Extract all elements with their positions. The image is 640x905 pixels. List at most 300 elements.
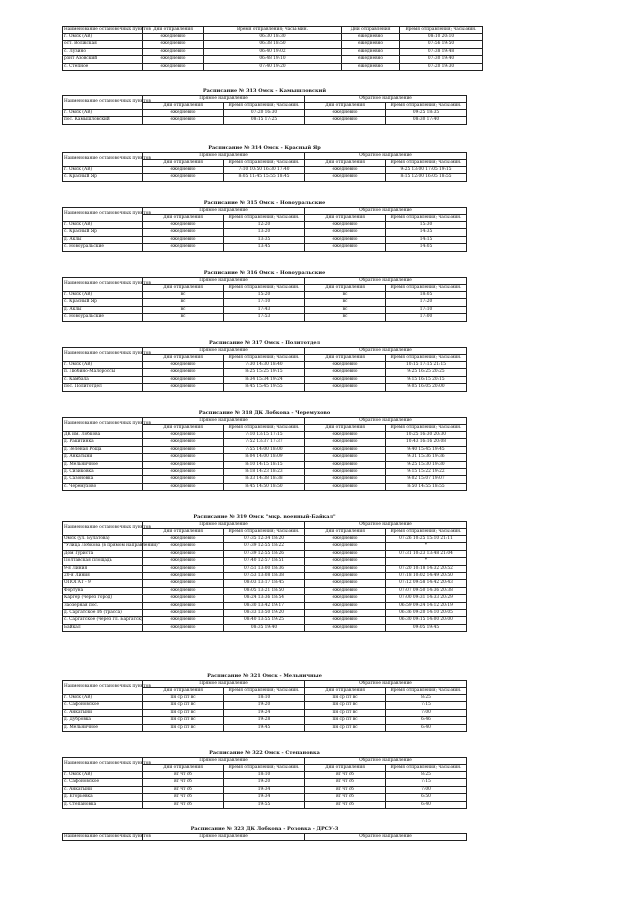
times-back: 6:46 (386, 717, 467, 724)
days-back: вс (305, 292, 386, 299)
times-back: 7:15 (386, 702, 467, 709)
days-back: ежедневно (305, 229, 386, 236)
schedule-block (62, 200, 467, 252)
stop-name: с. Красный Яр (63, 299, 143, 306)
times-forward: 8:05 11:45 15:55 18:45 (224, 174, 305, 181)
days-forward: ежедневно (143, 602, 224, 609)
days-back: ежедневно (342, 48, 400, 55)
forward-header: Прямое направление (143, 758, 305, 765)
times-back: 06:36 09:20 14:10 20:05 (386, 609, 467, 616)
back-header: Обратное направление (305, 153, 467, 160)
table-row (63, 376, 467, 383)
schedule-title: Расписание № 317 Омск - Политотдел (208, 340, 321, 346)
times-back: 07:31 10:23 13:48 21:04 (386, 550, 467, 557)
days-header: Дни отправления (305, 215, 386, 222)
schedule-table (62, 152, 467, 182)
table-row (63, 536, 467, 543)
times-back: 07:00 09:31 14:33 20:29 (386, 595, 467, 602)
days-forward: ежедневно (143, 595, 224, 602)
table-row (63, 476, 467, 483)
back-header: Обратное направление (305, 681, 467, 688)
days-forward: ежедневно (143, 580, 224, 587)
days-header: Дни отправления (305, 355, 386, 362)
days-forward: вт чт сб (143, 786, 224, 793)
table-row (63, 724, 467, 731)
times-back: 14:35 (386, 229, 467, 236)
days-header: Дни отправления (305, 688, 386, 695)
back-header: Обратное направление (305, 278, 467, 285)
stop-name: ДК им. Лобкова (63, 432, 143, 439)
times-back: 17:10 (386, 306, 467, 313)
table-row (63, 572, 467, 579)
days-forward: вс (143, 292, 224, 299)
schedule-title: Расписание № 319 Омск "мкр. военный-Байкал" (193, 514, 336, 520)
days-back: вс (305, 299, 386, 306)
times-back: 8:50 14:55 18:55 (386, 483, 467, 490)
times-forward: 12:20 (224, 222, 305, 229)
times-back: 17:00 (386, 314, 467, 321)
stop-name: г. Омск (АВ) (63, 34, 143, 41)
days-header: Дни отправления (305, 529, 386, 536)
days-forward: вт чт сб (143, 801, 224, 808)
days-back: ежедневно (305, 236, 386, 243)
schedule-title: Расписание № 314 Омск - Красный Яр (208, 145, 321, 151)
days-forward: пн ср пт вс (143, 717, 224, 724)
stop-name: г. Омск (АВ) (63, 167, 143, 174)
times-forward: 13:35 (224, 236, 305, 243)
days-forward: пн ср пт вс (143, 709, 224, 716)
times-back: 07:26 10:25 15:10 21:11 (386, 536, 467, 543)
days-forward: ежедневно (143, 468, 224, 475)
rows (63, 362, 467, 392)
days-back: ежедневно (342, 34, 400, 41)
schedule-table (62, 417, 467, 491)
table-row (63, 580, 467, 587)
days-back: ежедневно (305, 609, 386, 616)
table-row (63, 779, 467, 786)
times-back: 07:56 19:50 (400, 41, 483, 48)
table-row (63, 174, 467, 181)
days-back: ежедневно (305, 432, 386, 439)
days-back: вт чт сб (305, 779, 386, 786)
days-forward: ежедневно (143, 432, 224, 439)
table-row (63, 369, 467, 376)
table-row (63, 63, 483, 70)
times-header: Время отправления; часы:мин. (224, 285, 305, 292)
times-forward: 8:34 15:34 19:24 (224, 376, 305, 383)
days-forward: ежедневно (143, 617, 224, 624)
days-forward: вс (143, 314, 224, 321)
days-forward: ежедневно (143, 34, 204, 41)
days-back: ежедневно (342, 56, 400, 63)
schedule-block (62, 26, 477, 71)
stop-name: с. Камбала (63, 376, 143, 383)
stop-name: д. Дубровка (63, 717, 143, 724)
table-row (63, 587, 467, 594)
days-back: пн ср пт вс (305, 717, 386, 724)
days-forward: ежедневно (143, 572, 224, 579)
forward-header: Прямое направление (143, 278, 305, 285)
times-forward: 08:05 13:21 18:50 (224, 587, 305, 594)
times-back: 07:30 19:40 (400, 56, 483, 63)
rows (63, 110, 467, 125)
days-back: ежедневно (305, 572, 386, 579)
table-row (63, 602, 467, 609)
schedule-table (62, 95, 467, 125)
times-back: 6:40 (386, 801, 467, 808)
days-header: Дни отправления (143, 160, 224, 167)
times-forward: 07:39 12:55 18:22 (224, 543, 305, 550)
days-forward: ежедневно (143, 369, 224, 376)
table-row (63, 306, 467, 313)
stops-header: Наименование остановочных пунктов (63, 278, 143, 292)
schedule-table (62, 277, 467, 322)
days-back: ежедневно (305, 624, 386, 631)
times-forward: 8:18 14:23 18:23 (224, 468, 305, 475)
times-header: Время отправления; часы:мин. (386, 529, 467, 536)
table-row (63, 41, 483, 48)
schedule-table (62, 757, 467, 809)
stop-name: д. Аклы (63, 236, 143, 243)
times-back: 14:05 (386, 244, 467, 251)
times-forward: 08:33 13:50 19:20 (224, 609, 305, 616)
stop-name: Заозерная пос. (63, 602, 143, 609)
schedule-table (62, 680, 467, 732)
stop-name: д. Аклы (63, 306, 143, 313)
rows (63, 536, 467, 632)
times-forward: 08:24 13:36 18:54 (224, 595, 305, 602)
days-forward: вт чт сб (143, 779, 224, 786)
times-header: Время отправления; часы:мин. (224, 425, 305, 432)
times-header: Время отправления; часы:мин. (386, 103, 467, 110)
times-back: 9:25 13:00 17:05 19:15 (386, 167, 467, 174)
days-forward: ежедневно (143, 587, 224, 594)
days-back: ежедневно (305, 543, 386, 550)
table-row (63, 229, 467, 236)
schedule-title: Расписание № 313 Омск - Камышловский (202, 88, 327, 94)
stop-name: д. Анкатыни (63, 454, 143, 461)
stops-header: Наименование остановочных пунктов (63, 522, 143, 536)
days-back: ежедневно (305, 461, 386, 468)
times-forward: 06:48 19:10 (204, 56, 342, 63)
days-forward: вт чт сб (143, 794, 224, 801)
times-forward: 18:10 (224, 695, 305, 702)
days-header: Дни отправления (143, 529, 224, 536)
days-forward: ежедневно (143, 558, 224, 565)
days-forward: ежедневно (143, 376, 224, 383)
table-row (63, 48, 483, 55)
forward-header: Прямое направление (143, 418, 305, 425)
days-header: Дни отправления (305, 160, 386, 167)
days-header: Дни отправления (342, 27, 400, 34)
days-forward: ежедневно (143, 56, 204, 63)
days-forward: пн ср пт вс (143, 724, 224, 731)
days-header: Дни отправления (143, 355, 224, 362)
stop-name: пос. Камышловский (63, 117, 143, 124)
days-back: вт чт сб (305, 772, 386, 779)
days-forward: пн ср пт вс (143, 695, 224, 702)
times-back: * (386, 543, 467, 550)
days-forward: ежедневно (143, 461, 224, 468)
times-forward: 08:15 17:25 (224, 117, 305, 124)
days-back: ежедневно (342, 63, 400, 70)
days-forward: ежедневно (143, 446, 224, 453)
stops-header: Наименование остановочных пунктов (63, 153, 143, 167)
days-header: Дни отправления (305, 285, 386, 292)
days-back: ежедневно (305, 468, 386, 475)
days-forward: вс (143, 306, 224, 313)
times-back: 9:40 15:45 19:45 (386, 446, 467, 453)
schedule-block (62, 145, 467, 182)
table-row (63, 695, 467, 702)
days-back: ежедневно (305, 580, 386, 587)
days-back: ежедневно (305, 536, 386, 543)
times-forward: 17:10 (224, 299, 305, 306)
times-header: Время отправления; часы:мин. (224, 529, 305, 536)
days-forward: ежедневно (143, 624, 224, 631)
days-header: Дни отправления (143, 27, 204, 34)
table-row (63, 565, 467, 572)
times-forward: 8:04 14:00 18:09 (224, 454, 305, 461)
times-back: 10:25 16:30 20:30 (386, 432, 467, 439)
days-back: ежедневно (305, 222, 386, 229)
days-header: Дни отправления (305, 425, 386, 432)
days-forward: вс (143, 299, 224, 306)
times-forward: 7:52 13:37 17:37 (224, 439, 305, 446)
days-forward: ежедневно (143, 536, 224, 543)
times-forward: 8:33 14:38 18:38 (224, 476, 305, 483)
times-forward: 19:45 (224, 724, 305, 731)
times-back: 07:18 10:02 14:49 20:50 (386, 572, 467, 579)
stop-name: д. Сазоновка (63, 476, 143, 483)
days-header: Дни отправления (143, 215, 224, 222)
table-row (63, 786, 467, 793)
stop-name: г. Омск (АВ) (63, 362, 143, 369)
days-back: ежедневно (305, 587, 386, 594)
times-forward: 18:10 (224, 772, 305, 779)
days-back: ежедневно (305, 244, 386, 251)
times-back: 9:05 16:05 20:00 (386, 384, 467, 391)
table-row (63, 461, 467, 468)
schedule-block (62, 270, 467, 322)
days-back: ежедневно (305, 565, 386, 572)
times-back: 08:10 20:10 (400, 34, 483, 41)
table-row (63, 717, 467, 724)
times-back: 07:20 10:18 14:32 20:52 (386, 565, 467, 572)
rows (63, 772, 467, 809)
times-header: Время отправления; часы:мин. (386, 215, 467, 222)
stop-name: Полтавская площадь (63, 558, 143, 565)
days-header: Дни отправления (143, 765, 224, 772)
times-header: Время отправления; часы:мин. (224, 688, 305, 695)
days-back: вс (305, 306, 386, 313)
days-header: Дни отправления (305, 765, 386, 772)
times-header: Время отправления; часы:мин. (224, 765, 305, 772)
stop-name: Фортуна (63, 587, 143, 594)
times-header: Время отправления; часы:мин. (386, 765, 467, 772)
schedule-title: Расписание № 318 ДК Лобкова - Черемухово (198, 410, 331, 416)
rows (63, 432, 467, 491)
days-back: ежедневно (305, 483, 386, 490)
stop-name: д. Зеленая Роща (63, 446, 143, 453)
schedule-block (62, 88, 467, 125)
times-forward: 7:10 10:50 16:30 17:40 (224, 167, 305, 174)
stops-header: Наименование остановочных пунктов (63, 348, 143, 362)
days-forward: ежедневно (143, 236, 224, 243)
stop-name: 20-я Линия (63, 572, 143, 579)
days-back: ежедневно (305, 117, 386, 124)
stop-name: с. Анкатыни (63, 786, 143, 793)
forward-header: Прямое направление (143, 522, 305, 529)
days-forward: ежедневно (143, 476, 224, 483)
times-forward: 17:43 (224, 306, 305, 313)
times-forward: 06:38 18:50 (204, 41, 342, 48)
stop-name: ост. Волжская (63, 41, 143, 48)
times-forward: 7:30 14:30 18:40 (224, 362, 305, 369)
forward-header: Прямое направление (143, 96, 305, 103)
days-back: пн ср пт вс (305, 702, 386, 709)
stop-name: рзнт Азовский (63, 56, 143, 63)
times-back: 07:38 19:48 (400, 48, 483, 55)
times-forward: 15:20 (224, 292, 305, 299)
days-back: ежедневно (305, 174, 386, 181)
times-back: 7:00 (386, 786, 467, 793)
times-header: Время отправления; часы:мин. (386, 160, 467, 167)
stops-header: Наименование остановочных пунктов (63, 681, 143, 695)
days-forward: ежедневно (143, 609, 224, 616)
rows (63, 222, 467, 252)
days-back: вт чт сб (305, 794, 386, 801)
times-back: 09:25 18:35 (386, 110, 467, 117)
stop-name: Каргер (через город) (63, 595, 143, 602)
times-back: 8:15 12:00 16:05 18:55 (386, 174, 467, 181)
times-forward: 19:34 (224, 786, 305, 793)
times-back: 6:50 (386, 794, 467, 801)
stop-name: Омск (ул. Булатова) (63, 536, 143, 543)
times-forward: 8:10 14:15 18:15 (224, 461, 305, 468)
stop-name: "Улица Лобкова (в прямом направлении)" (64, 543, 160, 549)
days-forward: ежедневно (143, 483, 224, 490)
back-header: Обратное направление (305, 522, 467, 529)
times-back: 9:15 16:15 20:15 (386, 376, 467, 383)
days-back: вт чт сб (305, 786, 386, 793)
stop-name: д. Мельничное (63, 724, 143, 731)
times-forward: 8:45 15:45 19:55 (224, 384, 305, 391)
days-back: пн ср пт вс (305, 695, 386, 702)
days-forward: ежедневно (143, 384, 224, 391)
days-back: вс (305, 314, 386, 321)
table-row (63, 468, 467, 475)
schedule-title: Расписание № 315 Омск - Новоуральские (203, 200, 326, 206)
table-row (63, 558, 467, 565)
stop-name: 9-я Линия (63, 565, 143, 572)
stops-header: Наименование остановочных пунктов (64, 833, 151, 839)
table-row (63, 299, 467, 306)
table-row (63, 624, 467, 631)
schedule-block (62, 750, 467, 809)
days-forward: ежедневно (143, 63, 204, 70)
days-forward: ежедневно (143, 229, 224, 236)
table-row (63, 56, 483, 63)
days-forward: ежедневно (143, 41, 204, 48)
forward-header: Прямое направление (143, 681, 305, 688)
days-forward: ежедневно (143, 117, 224, 124)
times-forward: 17:53 (224, 314, 305, 321)
stop-name: с. Новоуральские (63, 244, 143, 251)
stop-name: г. Омск (АВ) (63, 772, 143, 779)
stop-name: д. Ракитинка (63, 439, 143, 446)
times-forward: 19:28 (224, 717, 305, 724)
stop-name: ОПОГАТ - 9 (63, 580, 143, 587)
times-back: 9:02 15:07 19:07 (386, 476, 467, 483)
times-forward: 07:20 16:30 (224, 110, 305, 117)
stop-name: пос. Политотдел (63, 384, 143, 391)
days-forward: ежедневно (143, 174, 224, 181)
times-back: 9:25 15:30 19:30 (386, 461, 467, 468)
times-forward: 19:20 (224, 702, 305, 709)
back-header: Обратное направление (305, 418, 467, 425)
table-row (63, 292, 467, 299)
days-forward: ежедневно (143, 48, 204, 55)
days-header: Дни отправления (305, 103, 386, 110)
times-forward: 13:20 (224, 229, 305, 236)
times-header: Время отправления; часы:мин. (224, 103, 305, 110)
table-row (63, 550, 467, 557)
table-row (63, 595, 467, 602)
times-back: 9:31 15:36 19:36 (386, 454, 467, 461)
days-forward: ежедневно (143, 543, 224, 550)
table-row (63, 772, 467, 779)
days-forward: пн ср пт вс (143, 702, 224, 709)
times-forward: 19:34 (224, 794, 305, 801)
times-header: Время отправления; часы:мин. (386, 355, 467, 362)
times-forward: 08:03 13:17 18:45 (224, 580, 305, 587)
stop-name: с. Саргатское (через гл. Баргатск) (64, 617, 143, 623)
table-row (63, 446, 467, 453)
times-back: 14:15 (386, 236, 467, 243)
stop-name: Дом Туриста (63, 550, 143, 557)
stops-header: Наименование остановочных пунктов (63, 96, 143, 110)
times-forward: 8:25 15:25 19:15 (224, 369, 305, 376)
times-back: 9:15 15:22 19:22 (386, 468, 467, 475)
table-row (63, 110, 467, 117)
table-row (63, 236, 467, 243)
back-header: Обратное направление (305, 96, 467, 103)
table-row (63, 609, 467, 616)
times-forward: 08:35 19:40 (224, 624, 305, 631)
table-row (63, 794, 467, 801)
back-header: Обратное направление (305, 758, 467, 765)
rows (63, 695, 467, 732)
times-back: 8:25 (386, 772, 467, 779)
table-row (63, 454, 467, 461)
table-row (63, 362, 467, 369)
days-back: ежедневно (305, 617, 386, 624)
back-header: Обратное направление (305, 834, 467, 841)
times-forward: 07:35 12:34 18:20 (224, 536, 305, 543)
times-forward: 8:45 14:50 18:50 (224, 483, 305, 490)
schedule-table (62, 207, 467, 252)
stop-name: д. Степановка (63, 801, 143, 808)
schedule-table (62, 347, 467, 392)
days-forward: ежедневно (143, 167, 224, 174)
schedule-block (62, 826, 467, 841)
forward-header: Прямое направление (143, 834, 305, 841)
times-back: 06:30 09:15 14:00 20:00 (386, 617, 467, 624)
days-forward: ежедневно (143, 550, 224, 557)
times-back: 6:40 (386, 724, 467, 731)
table-row (63, 314, 467, 321)
